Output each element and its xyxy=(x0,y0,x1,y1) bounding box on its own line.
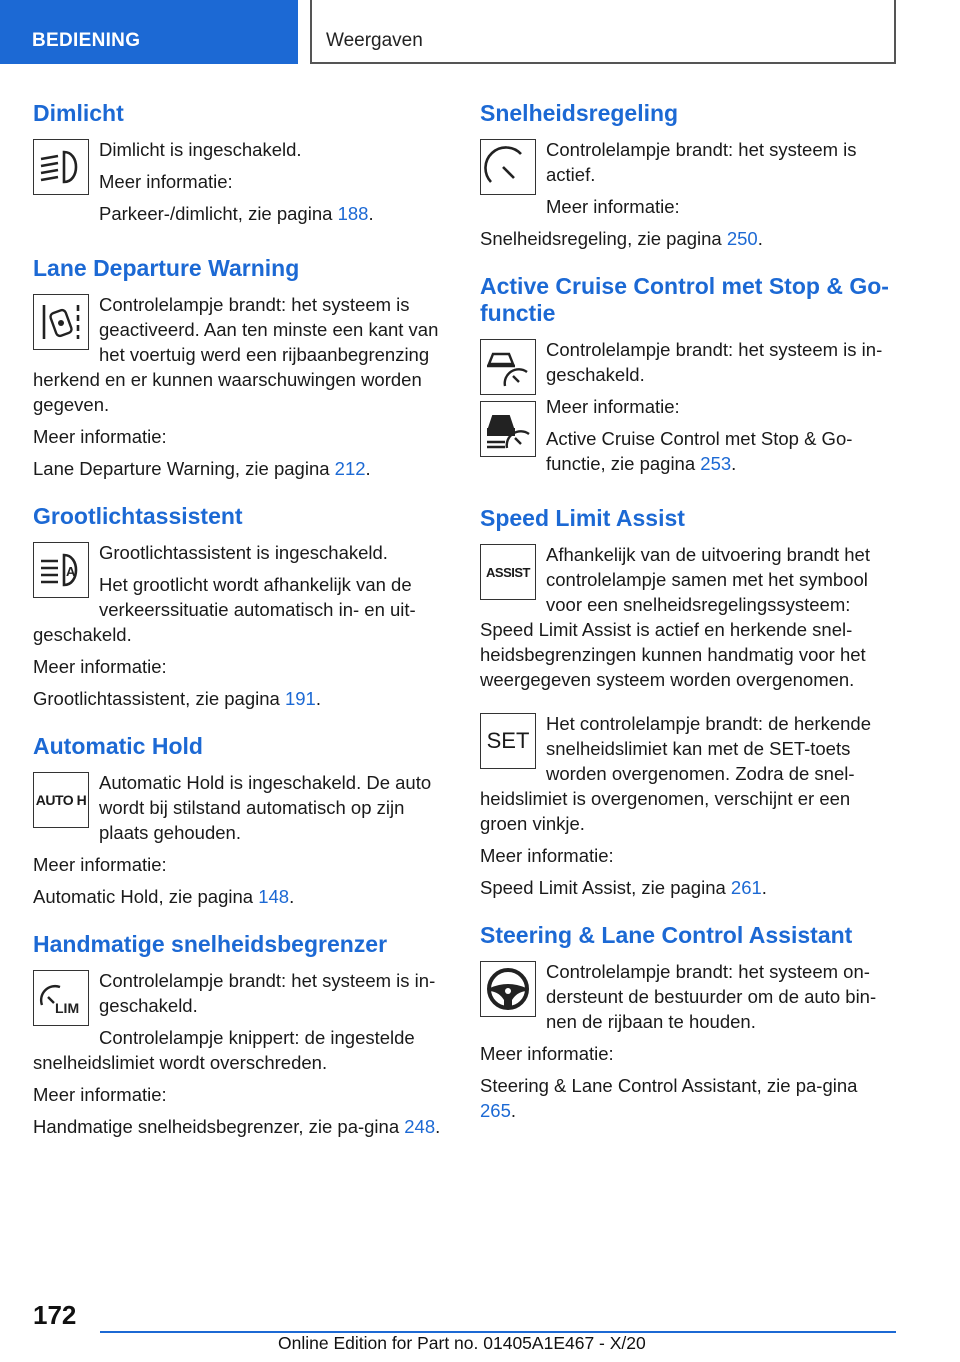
page-link[interactable]: 253 xyxy=(700,453,732,474)
section-lane-departure-warning xyxy=(33,255,451,481)
page-link[interactable]: 212 xyxy=(334,458,366,479)
section-title: Snelheidsregeling xyxy=(480,100,679,126)
paragraph: Controlelampje brandt: het systeem is actief. xyxy=(546,139,857,185)
paragraph: Het grootlicht wordt afhankelijk van de verkeerssituatie automatisch in- en uit-geschakeld. xyxy=(33,574,416,645)
paragraph: Meer informatie: xyxy=(33,426,167,447)
page-link[interactable]: 250 xyxy=(726,228,758,249)
section-automatic-hold xyxy=(33,733,451,909)
low-beam-icon xyxy=(33,139,89,195)
paragraph: Het controlelampje brandt: de herkende snelheidslimiet kan met de SET-toets worden overgenomen. Zodra de snel-heidslimiet is overgenomen, verschijnt er een groen vinkje. xyxy=(480,713,871,834)
speed-limiter-icon xyxy=(33,970,89,1026)
lane-departure-icon xyxy=(33,294,89,350)
paragraph: Meer informatie: xyxy=(33,1084,167,1105)
paragraph: Meer informatie: xyxy=(546,196,680,217)
assist-icon xyxy=(480,544,536,600)
paragraph: Meer informatie: xyxy=(546,396,680,417)
section-title: Grootlichtassistent xyxy=(33,503,243,529)
auto-hold-icon-text: AUTO H xyxy=(35,792,87,808)
section-dimlicht xyxy=(33,100,451,233)
paragraph: Automatic Hold is ingeschakeld. De auto wordt bij stilstand automatisch op zijn plaats gehouden. xyxy=(99,772,432,843)
svg-text:A: A xyxy=(66,564,76,579)
section-grootlichtassistent xyxy=(33,503,451,711)
cross-reference: Grootlichtassistent, zie pagina 191. xyxy=(33,688,321,709)
cross-reference: Lane Departure Warning, zie pagina 212. xyxy=(33,458,371,479)
paragraph: Meer informatie: xyxy=(480,1043,614,1064)
paragraph: Controlelampje knippert: de ingestelde snelheidslimiet wordt overschreden. xyxy=(33,1027,415,1073)
paragraph: Afhankelijk van de uitvoering brandt het controlelampje samen met het symbool voor een snelheidsregelingssysteem: Speed Limit Assist is actief en herkende snel-heidsbegrenzingen kunnen handmatig voor het weergegeven systeem worden overgenomen. xyxy=(480,544,870,690)
paragraph: Controlelampje brandt: het systeem is geactiveerd. Aan ten minste een kant van het voertuig werd een rijbaanbegrenzing herkend en er kunnen waarschuwingen worden gegeven. xyxy=(33,294,439,415)
cross-reference: Parkeer-/dimlicht, zie pagina 188. xyxy=(99,203,374,224)
section-title: Steering & Lane Control Assistant xyxy=(480,922,853,948)
section-title: Speed Limit Assist xyxy=(480,505,685,531)
cross-reference: Speed Limit Assist, zie pagina 261. xyxy=(480,877,767,898)
acc-vehicle-detected-icon xyxy=(480,401,536,457)
cross-reference: Handmatige snelheidsbegrenzer, zie pa-gina 248. xyxy=(33,1116,441,1137)
section-steering-lane-control xyxy=(480,922,898,1123)
cross-reference: Automatic Hold, zie pagina 148. xyxy=(33,886,295,907)
section-title: Lane Departure Warning xyxy=(33,255,300,281)
auto-hold-icon xyxy=(33,772,89,828)
section-title: Handmatige snelheidsbegrenzer xyxy=(33,931,388,957)
section-snelheidsbegrenzer xyxy=(33,931,451,1139)
paragraph: Controlelampje brandt: het systeem is in-geschakeld. xyxy=(99,970,436,1016)
set-icon-text: SET xyxy=(486,728,530,753)
page-link[interactable]: 265 xyxy=(480,1100,511,1121)
cross-reference: Active Cruise Control met Stop & Go-functie, zie pagina 253. xyxy=(546,428,853,474)
section-speed-limit-assist xyxy=(480,505,898,900)
header-chapter-label: Weergaven xyxy=(326,30,423,51)
left-column xyxy=(33,100,451,1161)
page-link[interactable]: 148 xyxy=(258,886,290,907)
page-number: 172 xyxy=(33,1300,77,1330)
page-link[interactable]: 248 xyxy=(404,1116,436,1137)
section-title: Active Cruise Control met Stop & Go-functie xyxy=(480,273,889,326)
speed-limiter-icon-text: LIM xyxy=(55,1000,80,1016)
header-section-label: BEDIENING xyxy=(32,30,141,51)
paragraph: Controlelampje brandt: het systeem is in-geschakeld. xyxy=(546,339,883,385)
page-link[interactable]: 188 xyxy=(337,203,369,224)
page-link[interactable]: 191 xyxy=(284,688,316,709)
paragraph: Dimlicht is ingeschakeld. xyxy=(99,139,302,160)
right-column xyxy=(480,100,898,1145)
set-icon xyxy=(480,713,536,769)
acc-icon xyxy=(480,339,536,395)
paragraph: Meer informatie: xyxy=(480,845,614,866)
section-title: Dimlicht xyxy=(33,100,124,126)
paragraph: Controlelampje brandt: het systeem on-dersteunt de bestuurder om de auto bin-nen de rijbaan te houden. xyxy=(546,961,877,1032)
cruise-control-icon xyxy=(480,139,536,195)
cross-reference: Steering & Lane Control Assistant, zie pa-gina 265. xyxy=(480,1075,858,1121)
section-snelheidsregeling xyxy=(480,100,898,251)
high-beam-assist-icon xyxy=(33,542,89,598)
section-active-cruise-control xyxy=(480,273,898,483)
paragraph: Meer informatie: xyxy=(33,656,167,677)
paragraph: Meer informatie: xyxy=(99,171,233,192)
header-chapter-tab xyxy=(310,0,896,64)
footer-text: Online Edition for Part no. 01405A1E467 - X/20 xyxy=(278,1333,646,1353)
cross-reference: Snelheidsregeling, zie pagina 250. xyxy=(480,228,763,249)
paragraph: Meer informatie: xyxy=(33,854,167,875)
paragraph: Grootlichtassistent is ingeschakeld. xyxy=(99,542,388,563)
section-title: Automatic Hold xyxy=(33,733,203,759)
page-link[interactable]: 261 xyxy=(730,877,762,898)
steering-wheel-icon xyxy=(480,961,536,1017)
assist-icon-text: ASSIST xyxy=(486,564,530,580)
header-section-tab xyxy=(0,0,298,64)
